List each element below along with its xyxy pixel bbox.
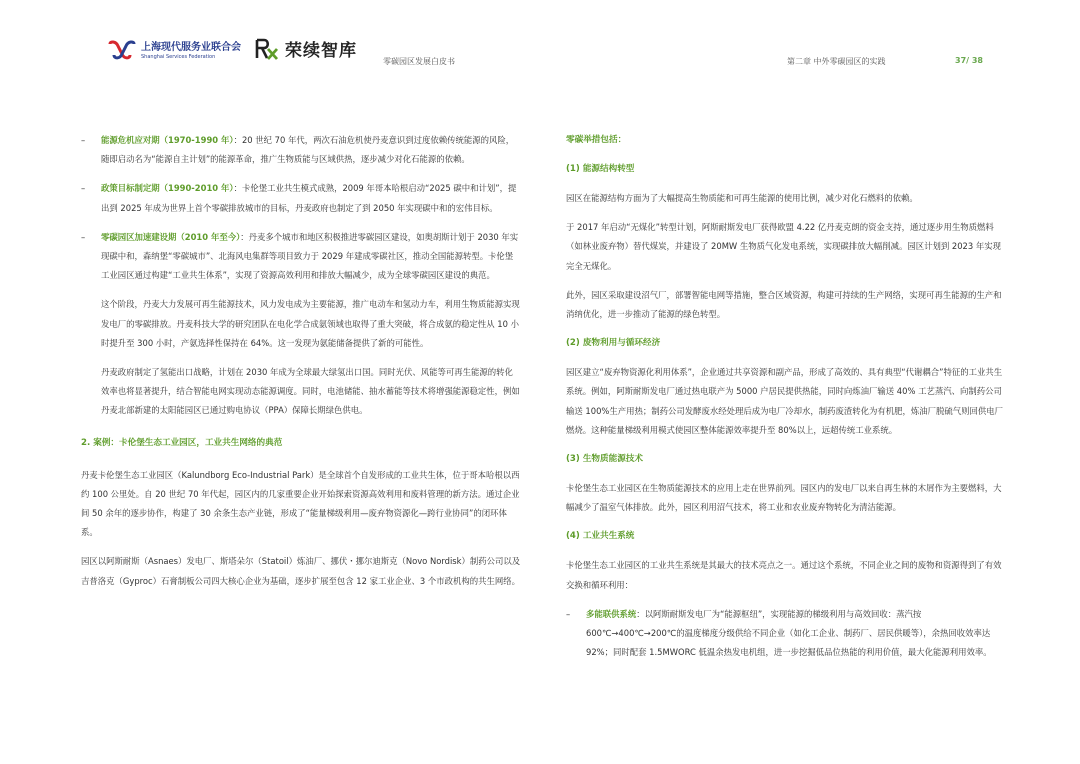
ssf-name-en: Shanghai Services Federation bbox=[141, 53, 216, 60]
ssf-logo bbox=[107, 40, 241, 62]
paragraph: 园区以阿斯耐斯（Asnaes）发电厂、斯塔朵尔（Statoil）炼油厂、挪伏・挪尔迪斯克（Novo Nordisk）制药公司以及吉普洛克（Gyproc）石膏制板公司四大核心企业为基础，逐步扩展至包含 12 家工业企业、3 个市政机构的共生网络。 bbox=[81, 556, 521, 586]
left-column bbox=[81, 131, 521, 591]
rx-logo bbox=[255, 36, 357, 61]
ssf-logo-icon bbox=[107, 40, 137, 62]
page-header bbox=[0, 0, 1080, 90]
bullet-head: 能源危机应对期（1970-1990 年） bbox=[101, 135, 234, 145]
section-heading: 2. 案例：卡伦堡生态工业园区，工业共生网络的典范 bbox=[81, 437, 283, 448]
bullet-acceleration: – 零碳园区加速建设期（2010 年至今）：丹麦多个城市和地区积极推进零碳园区建设，如奥胡斯计划于 2030 年实现碳中和，森纳堡“零碳城市”、北海风电集群等项目致力于 2029 年建成零碳社区，推动全国能源转型。卡伦堡工业园区通过构建“工业共生体系”，实现了资源高效利用和排放大幅减少，成为全球零碳园区建设的典范。 bbox=[81, 231, 519, 281]
subheading-industrial-symbiosis: (4) 工业共生系统 bbox=[566, 531, 635, 542]
paragraph: 园区在能源结构方面为了大幅提高生物质能和可再生能源的使用比例，减少对化石燃料的依赖。 bbox=[566, 193, 918, 203]
paragraph: 丹麦卡伦堡生态工业园区（Kalundborg Eco-Industrial Park）是全球首个自发形成的工业共生体，位于哥本哈根以西约 100 公里处。自 20 世纪 70 年代起，园区内的几家重要企业开始探索资源高效利用和废料管理的新方法。通过企业间 50 余年的逐步协作，构建了 30 余条生态产业链，形成了“能量梯级利用—废弃物资源化—跨行业协同”的闭环体系。 bbox=[81, 469, 520, 538]
bullet-text: ：以阿斯耐斯发电厂为“能源枢纽”，实现能源的梯级利用与高效回收：蒸汽按 600℃→400℃→200℃的温度梯度分级供给不同企业（如化工企业、制药厂、居民供暖等），余热回收效率达 92%；同时配套 1.5MWORC 低温余热发电机组，进一步挖掘低品位热能的利用价值，最大化能源利用效率。 bbox=[586, 608, 992, 658]
bullet-head: 政策目标制定期（1990-2010 年） bbox=[101, 183, 234, 194]
doc-title: 零碳园区发展白皮书 bbox=[383, 57, 455, 66]
paragraph: 园区建立“废弃物资源化利用体系”，企业通过共享资源和副产品，形成了高效的、具有典型“代谢耦合”特征的工业共生系统。例如，阿斯耐斯发电厂通过热电联产为 5000 户居民提供热能，同时向炼油厂输送 40% 工艺蒸汽、向制药公司输送 100%生产用热；制药公司发酵废水经处理后成为电厂冷却水，制药废渣转化为有机肥，炼油厂脱硫气则回供电厂燃烧。这种能量梯级利用模式使园区整体能源效率提升至 80%以上，远超传统工业系统。 bbox=[566, 367, 1003, 435]
bullet-policy-target: – 政策目标制定期（1990-2010 年）：卡伦堡工业共生模式成熟，2009 年哥本哈根启动“2025 碳中和计划”，提出到 2025 年成为世界上首个零碳排放城市的目标，丹麦政府也制定了到 2050 年实现碳中和的宏伟目标。 bbox=[81, 183, 517, 213]
bullet-energy-crisis: – 能源危机应对期（1970-1990 年）：20 世纪 70 年代，两次石油危机使丹麦意识到过度依赖传统能源的风险，随即启动名为“能源自主计划”的能源革命，推广生物质能与区域供热，逐步减少对化石能源的依赖。 bbox=[81, 135, 515, 165]
paragraph: 此外，园区采取建设沼气厂，部署智能电网等措施，整合区域资源，构建可持续的生产网络，实现可再生能源的生产和消纳优化，进一步推动了能源的绿色转型。 bbox=[566, 289, 1002, 320]
bullet-text: ：卡伦堡工业共生模式成熟，2009 年哥本哈根启动“2025 碳中和计划”，提出到 2025 年成为世界上首个零碳排放城市的目标，丹麦政府也制定了到 2050 年实现碳中和的宏伟目标。 bbox=[101, 183, 517, 213]
bullet-text: ：丹麦多个城市和地区积极推进零碳园区建设，如奥胡斯计划于 2030 年实现碳中和，森纳堡“零碳城市”、北海风电集群等项目致力于 2029 年建成零碳社区，推动全国能源转型。卡伦堡工业园区通过构建“工业共生体系”，实现了资源高效利用和排放大幅减少，成为全球零碳园区建设的典范。 bbox=[101, 231, 519, 281]
bullet-multi-energy: – 多能联供系统：以阿斯耐斯发电厂为“能源枢纽”，实现能源的梯级利用与高效回收：蒸汽按 600℃→400℃→200℃的温度梯度分级供给不同企业（如化工企业、制药厂、居民供暖等），余热回收效率达 92%；同时配套 1.5MWORC 低温余热发电机组，进一步挖掘低品位热能的利用价值，最大化能源利用效率。 bbox=[566, 608, 992, 658]
paragraph: 卡伦堡生态工业园区在生物质能源技术的应用上走在世界前列。园区内的发电厂以来自再生林的木屑作为主要燃料，大幅减少了温室气体排放。此外，园区利用沼气技术，将工业和农业废弃物转化为清洁能源。 bbox=[566, 483, 1002, 513]
chapter-title: 第二章 中外零碳园区的实践 bbox=[787, 57, 886, 66]
right-column bbox=[566, 131, 1004, 662]
paragraph: 卡伦堡生态工业园区的工业共生系统是其最大的技术亮点之一。通过这个系统，不同企业之间的废物和资源得到了有效交换和循环利用： bbox=[566, 560, 1002, 590]
subheading-energy-structure: (1) 能源结构转型 bbox=[566, 164, 635, 174]
subheading-waste-utilization: (2) 废物利用与循环经济 bbox=[566, 338, 661, 349]
bullet-text: ：20 世纪 70 年代，两次石油危机使丹麦意识到过度依赖传统能源的风险，随即启动名为“能源自主计划”的能源革命，推广生物质能与区域供热，逐步减少对化石能源的依赖。 bbox=[101, 135, 515, 165]
paragraph: 于 2017 年启动“无煤化”转型计划，阿斯耐斯发电厂获得欧盟 4.22 亿丹麦克朗的资金支持，通过逐步用生物质燃料（如林业废弃物）替代煤炭，并建设了 20MW 生物质气化发电系统，实现碳排放大幅削减。园区计划到 2023 年实现完全无煤化。 bbox=[566, 222, 1001, 271]
subheading-biomass: (3) 生物质能源技术 bbox=[566, 454, 643, 465]
page-number: 37/ 38 bbox=[955, 56, 983, 65]
measures-intro: 零碳举措包括： bbox=[566, 135, 627, 145]
bullet-head: 多能联供系统 bbox=[586, 608, 637, 619]
rx-name: 荣续智库 bbox=[285, 41, 357, 61]
bullet-head: 零碳园区加速建设期（2010 年至今） bbox=[101, 231, 241, 242]
paragraph: 丹麦政府制定了氢能出口战略，计划在 2030 年成为全球最大绿氢出口国。同时光伏、风能等可再生能源的转化效率也将显著提升，结合智能电网实现动态能源调度。同时，电池储能、抽水蓄能等技术将增强能源稳定性，例如丹麦北部新建的太阳能园区已通过购电协议（PPA）保障长期绿色供电。 bbox=[101, 367, 520, 416]
rx-logo-icon bbox=[255, 37, 279, 61]
ssf-name: 上海现代服务业联合会 bbox=[141, 41, 241, 53]
paragraph: 这个阶段，丹麦大力发展可再生能源技术，风力发电成为主要能源，推广电动车和氢动力车，利用生物质能源实现发电厂的零碳排放。丹麦科技大学的研究团队在电化学合成氨领域也取得了重大突破，将合成氨的稳定性从 10 小时提升至 300 小时，产氨选择性保持在 64%。这一发现为氨能储备提供了新的可能性。 bbox=[101, 299, 520, 348]
